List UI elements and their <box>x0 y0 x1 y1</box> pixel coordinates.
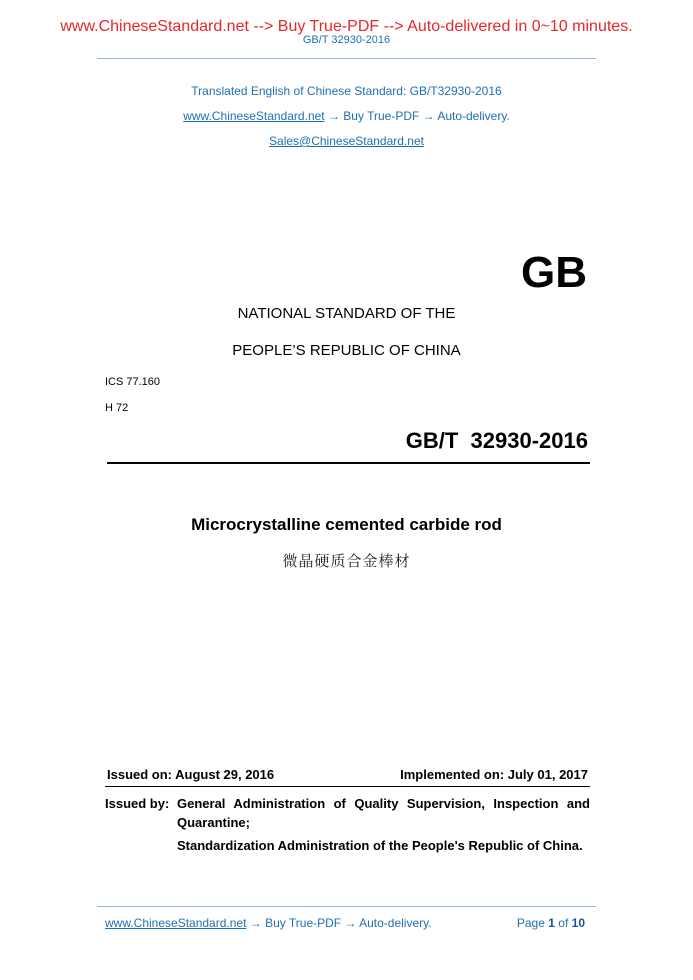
title-chinese: 微晶硬质合金棒材 <box>282 552 411 570</box>
page-number: 1 <box>548 916 555 930</box>
ccs-code: H 72 <box>105 402 129 414</box>
footer-buy-text: → Buy True-PDF → Auto-delivery. <box>246 916 432 930</box>
footer-buy-line <box>105 916 432 930</box>
promo-banner[interactable]: www.ChineseStandard.net --> Buy True-PDF --> Auto-delivered in 0~10 minutes. <box>60 18 633 35</box>
page-indicator <box>517 916 585 930</box>
translation-note: Translated English of Chinese Standard: GB/T32930-2016 <box>191 84 502 98</box>
site-link[interactable]: www.ChineseStandard.net <box>183 109 325 123</box>
of-label: of <box>558 916 569 930</box>
gb-logo: GB <box>521 248 587 297</box>
issuer-block <box>105 794 590 855</box>
sales-email-link[interactable]: Sales@ChineseStandard.net <box>269 134 424 148</box>
header-divider <box>97 58 596 59</box>
email-line <box>0 134 693 148</box>
issued-by-label: Issued by: <box>105 796 170 811</box>
issuer-aqsiq: General Administration of Quality Supervision, Inspection and Quarantine; <box>177 796 590 830</box>
national-standard-line2: PEOPLE’S REPUBLIC OF CHINA <box>232 342 461 359</box>
page-label: Page <box>516 916 545 930</box>
footer-site-link[interactable]: www.ChineseStandard.net <box>105 916 247 930</box>
header-doc-id: GB/T 32930-2016 <box>302 34 391 46</box>
page-total: 10 <box>571 916 585 930</box>
dates-divider <box>105 786 590 787</box>
issued-on: Issued on: August 29, 2016 <box>107 767 275 782</box>
buy-line <box>0 109 693 123</box>
buy-line-text: → Buy True-PDF → Auto-delivery. <box>324 109 510 123</box>
footer-divider <box>97 906 596 907</box>
national-standard-line1: NATIONAL STANDARD OF THE <box>237 305 456 322</box>
standard-number: GB/T 32930-2016 <box>405 428 588 453</box>
ics-code: ICS 77.160 <box>105 376 161 388</box>
issuer-sac: Standardization Administration of the People's Republic of China. <box>177 838 583 853</box>
standard-divider <box>107 462 590 464</box>
title-english: Microcrystalline cemented carbide rod <box>191 515 502 534</box>
implemented-on: Implemented on: July 01, 2017 <box>400 767 588 782</box>
